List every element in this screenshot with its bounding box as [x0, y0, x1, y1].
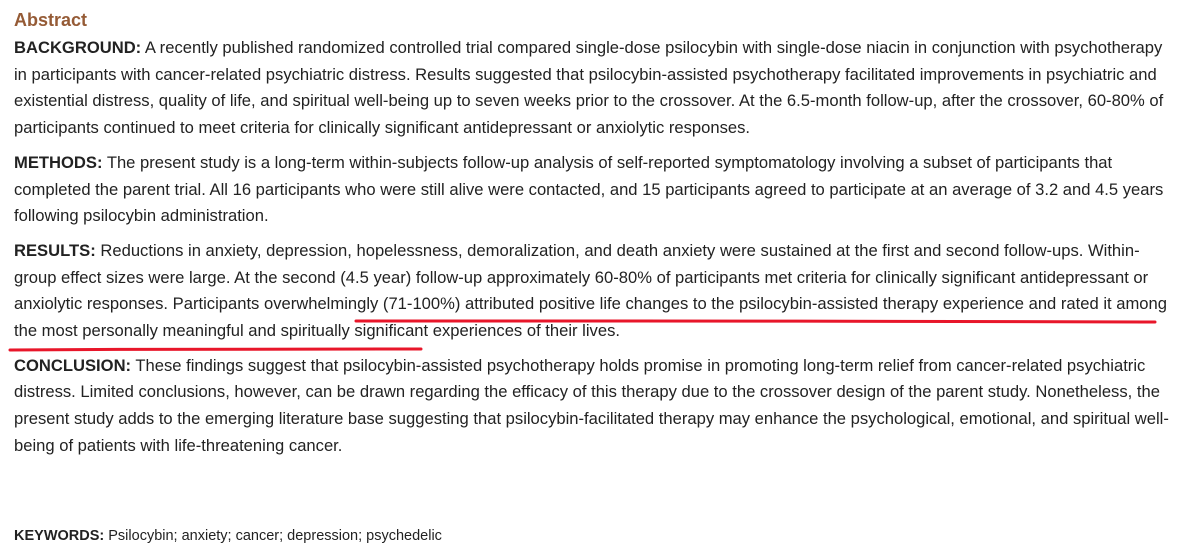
results-text-after: Participants overwhelmingly (71-100%) attributed positive life changes to the psilocybin-assisted therapy experience and rated it among the most personally meaningful and spiritually significant experiences of their lives. [14, 294, 1167, 341]
results-section [14, 238, 1170, 345]
conclusion-label: CONCLUSION: [14, 355, 132, 375]
results-label: RESULTS: [14, 240, 96, 260]
methods-text: The present study is a long-term within-subjects follow-up analysis of self-reported symptomatology involving a subset of participants that completed the parent trial. All 16 participants who were still alive were contacted, and 15 participants agreed to participate at an average of 3.2 and 4.5 years following psilocybin administration. [14, 152, 1164, 226]
conclusion-text: These findings suggest that psilocybin-assisted psychotherapy holds promise in promoting long-term relief from cancer-related psychiatric distress. Limited conclusions, however, can be drawn regarding the efficacy of this therapy due to the crossover design of the parent study. Nonetheless, the present study adds to the emerging literature base suggesting that psilocybin-facilitated therapy may enhance the psychological, emotional, and spiritual well-being of patients with life-threatening cancer. [14, 355, 1169, 455]
background-section [14, 35, 1170, 142]
conclusion-section [14, 353, 1170, 460]
methods-label: METHODS: [14, 152, 103, 172]
background-label: BACKGROUND: [14, 38, 142, 57]
results-highlighted-text: At the second (4.5 year) follow-up approximately 60-80% of participants met criteria for clinically significant antidepressant or anxiolytic responses. [14, 267, 1149, 314]
keywords-text: Psilocybin; anxiety; cancer; depression; psychedelic [108, 528, 442, 544]
background-text: A recently published randomized controlled trial compared single-dose psilocybin with single-dose niacin in conjunction with psychotherapy in participants with cancer-related psychiatric distress. Results suggested that psilocybin-assisted psychotherapy facilitated improvements in psychiatric and existential distress, quality of life, and spiritual well-being up to seven weeks prior to the crossover. At the 6.5-month follow-up, after the crossover, 60-80% of participants continued to meet criteria for clinically significant antidepressant or anxiolytic responses. [14, 38, 1164, 138]
abstract-heading: Abstract [14, 10, 88, 30]
keywords-line [14, 526, 442, 546]
results-text-before: Reductions in anxiety, depression, hopelessness, demoralization, and death anxiety were sustained at the first and second follow-ups. Within-group effect sizes were large. [14, 240, 1140, 287]
keywords-label: KEYWORDS: [14, 528, 105, 544]
methods-section [14, 150, 1170, 230]
